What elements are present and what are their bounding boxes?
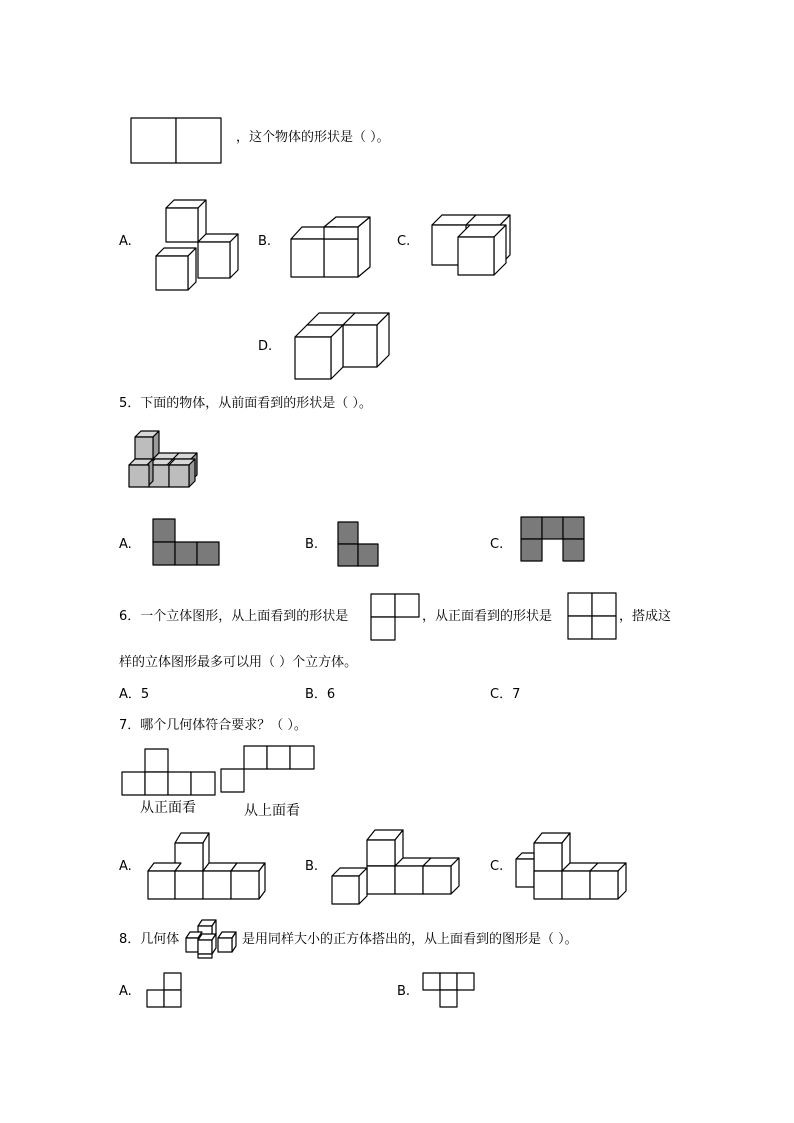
- q8-object-figure: [184, 918, 242, 960]
- q8-option-b-figure[interactable]: [422, 972, 478, 1010]
- q4-option-b-figure[interactable]: [290, 215, 382, 281]
- q6-option-c[interactable]: C．7: [490, 687, 521, 702]
- q5-stem: 5．下面的物体，从前面看到的形状是（ ）。: [119, 396, 372, 411]
- q6-stem-part2: ，从正面看到的形状是: [422, 609, 553, 624]
- q7-option-b-label[interactable]: B.: [305, 859, 319, 874]
- q7-option-a-label[interactable]: A.: [119, 859, 132, 874]
- q7-front-view-figure: [121, 748, 217, 796]
- q4-option-c-figure[interactable]: [430, 213, 524, 277]
- q6-stem-line2: 样的立体图形最多可以用（ ）个立方体。: [119, 655, 358, 670]
- q8-stem-part2: 是用同样大小的正方体搭出的，从上面看到的图形是（ ）。: [242, 932, 578, 947]
- q7-option-a-figure[interactable]: [147, 831, 271, 901]
- q5-option-a-figure[interactable]: [152, 518, 220, 566]
- q6-stem-part1: 6．一个立体图形，从上面看到的形状是: [119, 609, 349, 624]
- q5-option-c-label[interactable]: C.: [490, 537, 504, 552]
- q5-object-figure: [127, 429, 207, 491]
- q7-top-view-label: 从上面看: [244, 803, 300, 819]
- q7-top-view-figure: [220, 745, 316, 793]
- q4-option-d-label[interactable]: D.: [258, 339, 273, 354]
- q4-view-figure: [130, 117, 222, 165]
- q7-option-b-figure[interactable]: [331, 828, 465, 906]
- q8-option-b-label[interactable]: B.: [397, 984, 411, 999]
- q7-option-c-label[interactable]: C.: [490, 859, 504, 874]
- q4-option-d-figure[interactable]: [293, 311, 393, 383]
- q7-option-c-figure[interactable]: [514, 831, 630, 901]
- q5-option-a-label[interactable]: A.: [119, 537, 132, 552]
- q8-option-a-label[interactable]: A.: [119, 984, 132, 999]
- q5-option-c-figure[interactable]: [520, 516, 586, 562]
- q8-option-a-figure[interactable]: [146, 972, 184, 1010]
- q7-stem: 7．哪个几何体符合要求？（ ）。: [119, 718, 307, 733]
- q5-option-b-label[interactable]: B.: [305, 537, 319, 552]
- q6-front-view-figure: [567, 592, 617, 640]
- q6-top-view-figure: [370, 593, 420, 641]
- q4-stem: ，这个物体的形状是（ ）。: [236, 130, 390, 145]
- q4-option-a-label[interactable]: A.: [119, 234, 132, 249]
- q4-option-a-figure[interactable]: [154, 198, 242, 292]
- q6-stem-part3: ，搭成这: [619, 609, 672, 624]
- q4-option-c-label[interactable]: C.: [397, 234, 411, 249]
- q8-stem-part1: 8．几何体: [119, 932, 180, 947]
- q6-option-a[interactable]: A．5: [119, 687, 150, 702]
- q7-front-view-label: 从正面看: [140, 800, 196, 816]
- q5-option-b-figure[interactable]: [337, 521, 381, 567]
- q4-option-b-label[interactable]: B.: [258, 234, 272, 249]
- q6-option-b[interactable]: B．6: [305, 687, 336, 702]
